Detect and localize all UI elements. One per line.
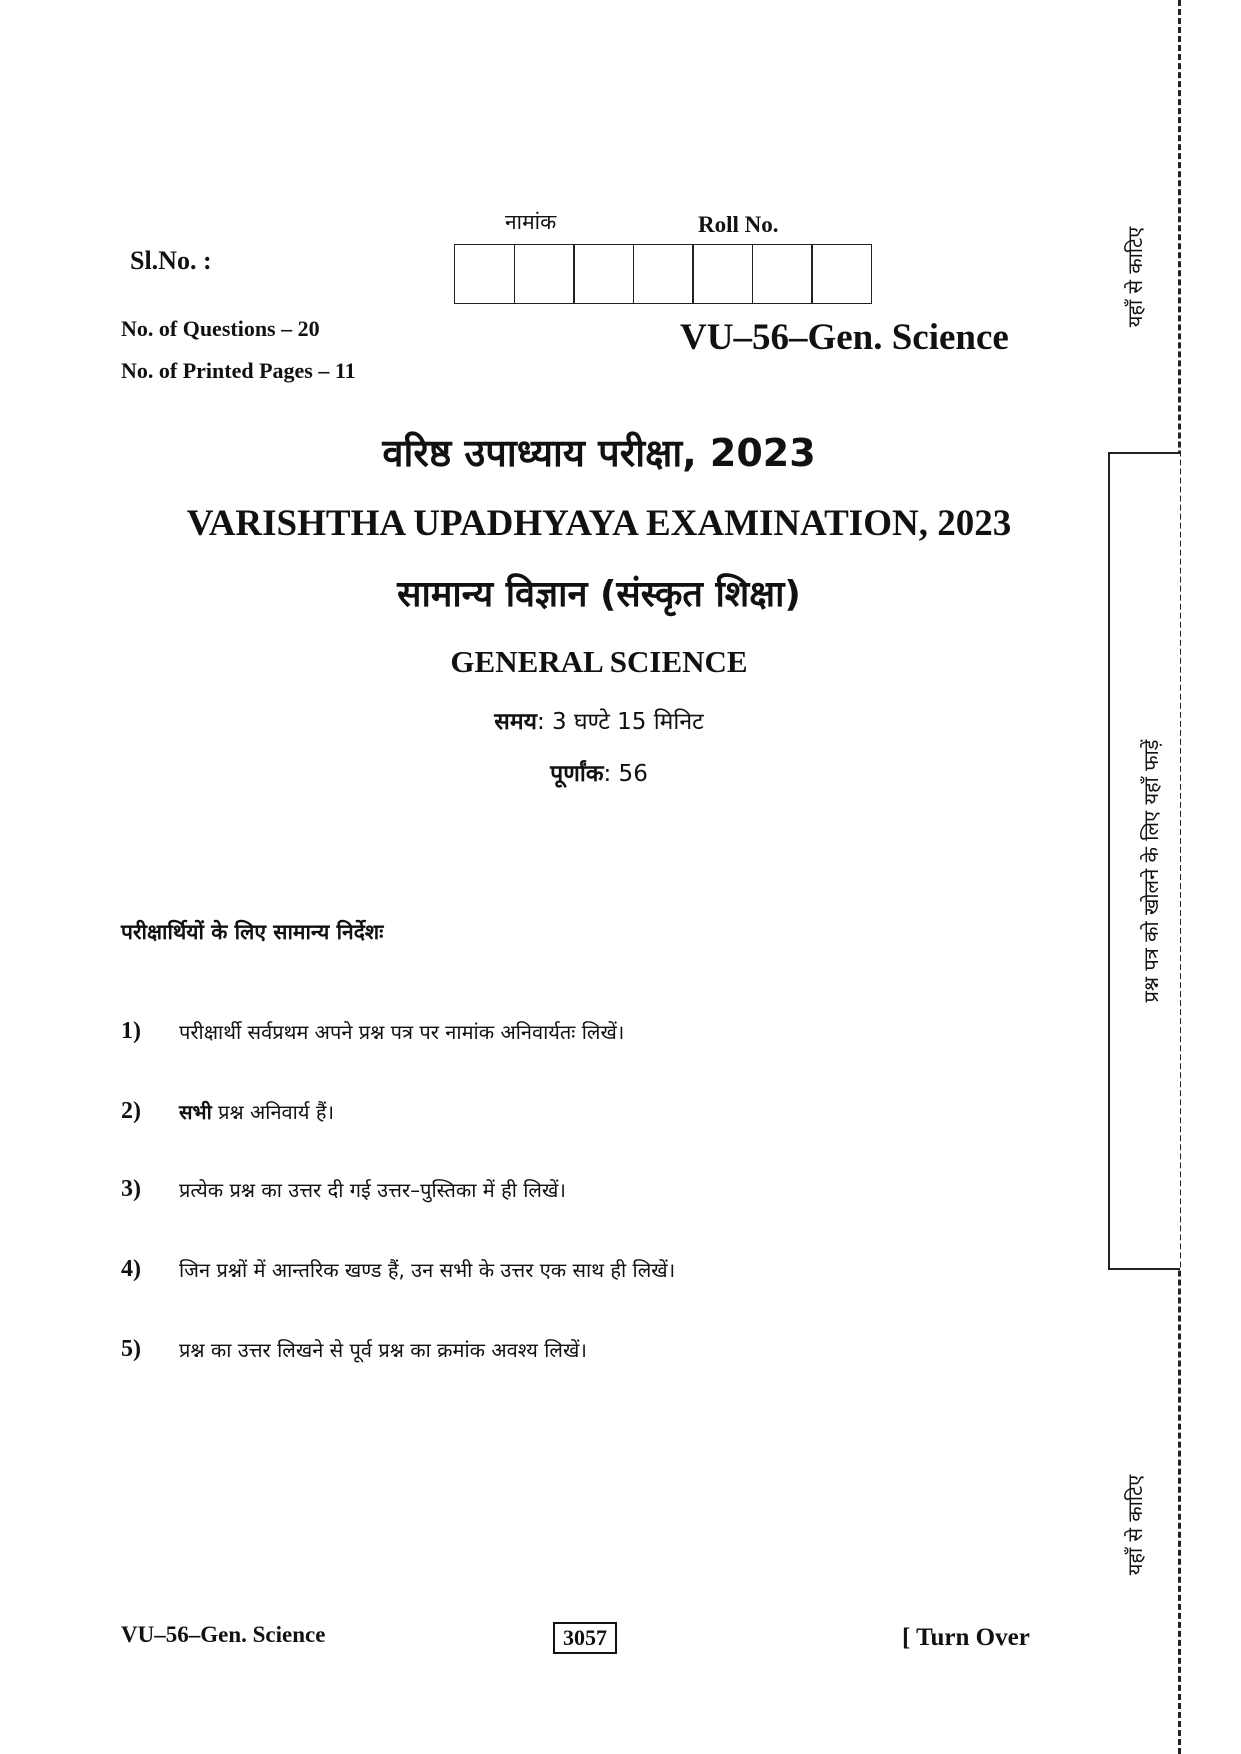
marks-value: : 56 xyxy=(603,761,648,787)
instruction-text: परीक्षार्थी सर्वप्रथम अपने प्रश्न पत्र पर नामांक अनिवार्यतः लिखें। xyxy=(179,1020,625,1044)
time-line xyxy=(0,704,1198,736)
roll-digit-box[interactable] xyxy=(692,244,753,304)
instruction-number: 3) xyxy=(121,1176,141,1202)
exam-title-hindi: वरिष्ठ उपाध्याय परीक्षा, 2023 xyxy=(382,431,816,475)
footer-booklet-code: 3057 xyxy=(553,1622,617,1654)
tear-here-text: प्रश्न पत्र को खोलने के लिए यहाँ फाड़ें xyxy=(1139,739,1163,1003)
instructions-heading: परीक्षार्थियों के लिए सामान्य निर्देशः xyxy=(121,920,384,944)
exam-title-english: VARISHTHA UPADHYAYA EXAMINATION, 2023 xyxy=(186,503,1012,544)
time-label: समय xyxy=(494,709,537,735)
instruction-text: प्रश्न अनिवार्य हैं। xyxy=(211,1100,335,1124)
instruction-number: 1) xyxy=(121,1018,141,1044)
roll-no-label: Roll No. xyxy=(698,212,779,237)
number-of-pages: No. of Printed Pages – 11 xyxy=(121,358,356,383)
namank-label: नामांक xyxy=(505,210,557,234)
subject-title-english: GENERAL SCIENCE xyxy=(450,644,748,679)
serial-number-label: Sl.No. : xyxy=(130,246,212,275)
roll-digit-box[interactable] xyxy=(573,244,634,304)
roll-digit-box[interactable] xyxy=(514,244,575,304)
number-of-questions: No. of Questions – 20 xyxy=(121,316,320,341)
instruction-emphasis: सभी xyxy=(179,1100,212,1124)
instruction-number: 5) xyxy=(121,1336,141,1362)
instruction-item xyxy=(121,1336,587,1363)
roll-digit-box[interactable] xyxy=(752,244,813,304)
instruction-number: 4) xyxy=(121,1256,141,1282)
time-value: : 3 घण्टे 15 मिनिट xyxy=(536,709,704,735)
instruction-text: जिन प्रश्नों में आन्तरिक खण्ड हैं, उन सभी के उत्तर एक साथ ही लिखें। xyxy=(179,1258,676,1282)
instruction-text: प्रत्येक प्रश्न का उत्तर दी गई उत्तर–पुस्तिका में ही लिखें। xyxy=(179,1178,566,1202)
roll-digit-box[interactable] xyxy=(811,244,872,304)
instruction-number: 2) xyxy=(121,1098,141,1124)
instruction-item xyxy=(121,1098,335,1125)
subject-title-hindi: सामान्य विज्ञान (संस्कृत शिक्षा) xyxy=(397,574,801,615)
turn-over-label: [ Turn Over xyxy=(902,1624,1030,1651)
roll-digit-box[interactable] xyxy=(633,244,694,304)
roll-number-boxes[interactable] xyxy=(454,244,872,304)
paper-code: VU–56–Gen. Science xyxy=(680,317,1009,358)
instruction-text: प्रश्न का उत्तर लिखने से पूर्व प्रश्न का क्रमांक अवश्य लिखें। xyxy=(179,1338,587,1362)
instruction-item xyxy=(121,1256,676,1283)
footer-paper-code: VU–56–Gen. Science xyxy=(121,1622,326,1647)
cut-here-top-text: यहाँ से काटिए xyxy=(1123,226,1147,328)
marks-label: पूर्णांक xyxy=(550,761,604,787)
instruction-item xyxy=(121,1176,566,1203)
instruction-item xyxy=(121,1018,625,1045)
marks-line xyxy=(0,756,1198,788)
roll-digit-box[interactable] xyxy=(454,244,515,304)
cut-here-bottom-text: यहाँ से काटिए xyxy=(1123,1474,1147,1576)
